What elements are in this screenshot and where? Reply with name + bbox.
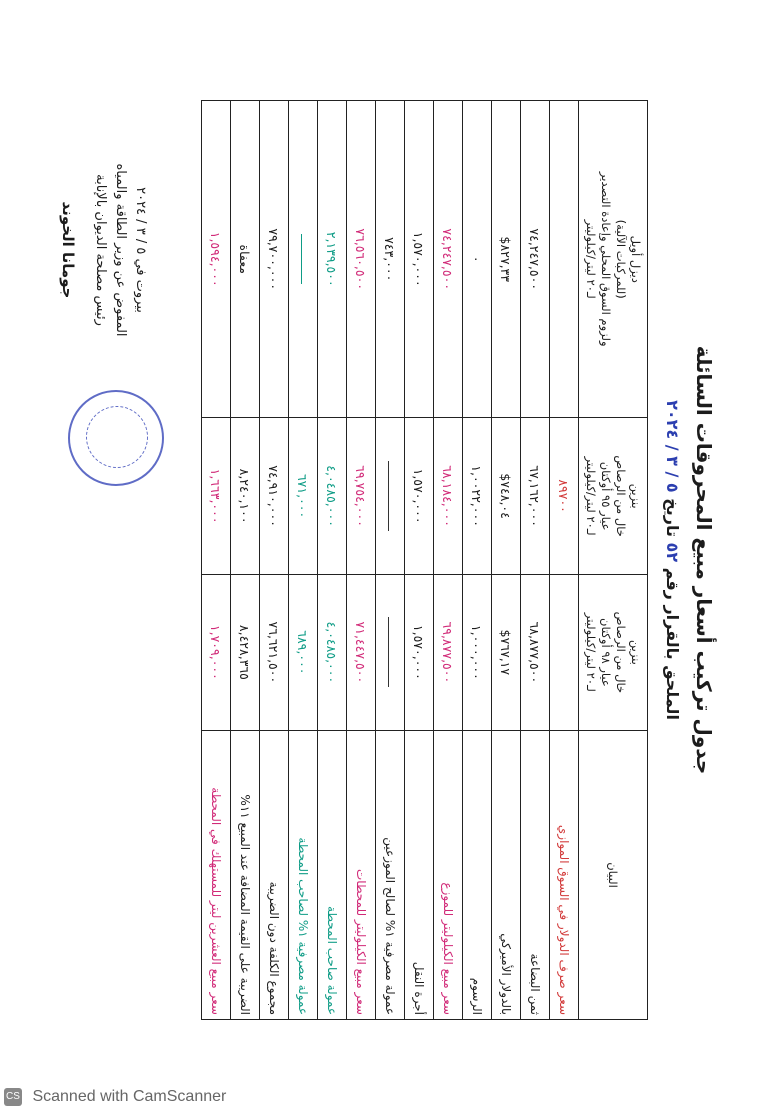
table-cell: ١,٥٧٠,٠٠٠: [405, 101, 434, 418]
table-cell: ٦٩,٧٥٤,٠٠٠: [347, 418, 376, 574]
signature-line-2: رئيس مصلحة الديوان بالإنابة: [93, 174, 108, 326]
official-seal: [68, 390, 164, 486]
table-row: [318, 101, 347, 1020]
decision-number: ٥٢: [663, 542, 682, 563]
table-row: [202, 101, 231, 1020]
row-label: ثمن البضاعة: [521, 731, 550, 1020]
table-cell: ٨٢٧,٣٣$: [492, 101, 521, 418]
table-cell: ٠: [463, 101, 492, 418]
table-cell: معفاة: [231, 101, 260, 418]
scanner-text: Scanned with CamScanner: [32, 1088, 227, 1106]
subtitle-prefix: الملحق بالقرار رقم: [663, 567, 682, 720]
row-label: الضريبة على القيمة المضافة عند المبيع ١١%: [231, 731, 260, 1020]
table-cell: ١,٥٧٠,٠٠٠: [405, 574, 434, 730]
row-label: مجموع الكلفة دون الضريبة: [260, 731, 289, 1020]
row-label: عمولة مصرفية ١% لصالح الموزعين: [376, 731, 405, 1020]
table-cell: ٨,٢٤٠,١٠٠: [231, 418, 260, 574]
table-cell: ٧٦٧,١٧$: [492, 574, 521, 730]
table-cell: ١,٠٠٠,٠٠٠: [463, 574, 492, 730]
scanner-watermark: [4, 1088, 226, 1106]
signatory-name: جومانا الخوند: [59, 201, 77, 299]
table-cell: ٧٤,٢٤٧,٥٠٠: [434, 101, 463, 418]
column-header: بنزين خال من الرصاص عيار ٩٥ أوكتان لـ٢٠ ليتر/كيلوليتر: [579, 418, 648, 574]
table-cell: [289, 101, 318, 418]
table-cell: ٧٤٨,٠٤$: [492, 418, 521, 574]
table-cell: ٧٩,٧٠٠,٠٠٠: [260, 101, 289, 418]
table-cell: [550, 574, 579, 730]
table-cell: ٨٩٧٠٠: [550, 418, 579, 574]
row-label: سعر صرف الدولار في السوق الموازي: [550, 731, 579, 1020]
table-cell: ١,٥٧٠,٠٠٠: [405, 418, 434, 574]
signature-place-date: بيروت في ٥ / ٣ / ٢٠٢٤: [133, 187, 148, 313]
fuel-price-table: [201, 100, 648, 1020]
table-body: [202, 101, 579, 1020]
signature-block: [58, 100, 150, 400]
row-label: الرسوم: [463, 731, 492, 1020]
row-label: سعر مبيع العشرين ليتر للمستهلك في المحطة: [202, 731, 231, 1020]
column-header: بنزين خال من الرصاص عيار ٩٨ أوكتان لـ٢٠ ليتر/كيلوليتر: [579, 574, 648, 730]
table-cell: ٧٦,٦٢١,٥٠٠: [260, 574, 289, 730]
dash-line: [302, 234, 303, 284]
table-row: [492, 101, 521, 1020]
row-label: عمولة صاحب المحطة: [318, 731, 347, 1020]
column-header: ديزل أويل (للمركبات الآلية) ولزوم السوق المحلي وإعادة التصدير لـ٢٠ ليتر/كيلوليتر: [579, 101, 648, 418]
table-cell: ٧١,٤٤٧,٥٠٠: [347, 574, 376, 730]
table-row: [347, 101, 376, 1020]
camscanner-icon: CS: [4, 1088, 22, 1106]
page-subtitle: [663, 60, 682, 1060]
table-row: [521, 101, 550, 1020]
row-label: عمولة مصرفية ١% لصاحب المحطة: [289, 731, 318, 1020]
dash-line: [389, 461, 390, 531]
table-cell: ١,٧٠٩,٠٠٠: [202, 574, 231, 730]
table-row: [405, 101, 434, 1020]
table-row: [463, 101, 492, 1020]
table-cell: ٧٤,٩١٠,٠٠٠: [260, 418, 289, 574]
table-cell: ٤,٠٤٨٥,٠٠٠: [318, 418, 347, 574]
table-cell: ١,٠٠٢٢,٠٠٠: [463, 418, 492, 574]
table-row: [231, 101, 260, 1020]
table-cell: ٨,٤٢٨,٣٦٥: [231, 574, 260, 730]
table-cell: ٦٨,٨٧٧,٥٠٠: [521, 574, 550, 730]
table-cell: ٦٧,١٦٢,٠٠٠: [521, 418, 550, 574]
table-cell: ٦٨٩,٠٠٠: [289, 574, 318, 730]
table-cell: ٦٧١,٠٠٠: [289, 418, 318, 574]
table-cell: ١,٥٩٤,٠٠٠: [202, 101, 231, 418]
table-cell: ٤,٠٤٨٥,٠٠٠: [318, 574, 347, 730]
table-row: [434, 101, 463, 1020]
table-cell: ٦٩,٨٧٧,٥٠٠: [434, 574, 463, 730]
table-row: [260, 101, 289, 1020]
row-label: بالدولار الأميركي: [492, 731, 521, 1020]
table-cell: ٧٤٣,٠٠٠: [376, 101, 405, 418]
date-label: تاريخ: [663, 498, 682, 537]
table-row: [550, 101, 579, 1020]
page-title: جدول تركيب أسعار مبيع المحروقات السائلة: [692, 345, 716, 775]
signature-line-1: المفوض عن وزير الطاقة والمياه: [113, 163, 128, 337]
date-value: ٥ / ٣ / ٢٠٢٤: [663, 400, 682, 493]
row-label: أجرة النقل: [405, 731, 434, 1020]
table-cell: [376, 574, 405, 730]
table-cell: ٧٤,٢٤٧,٥٠٠: [521, 101, 550, 418]
table-header-row: [579, 101, 648, 1020]
table-cell: [550, 101, 579, 418]
table-row: [376, 101, 405, 1020]
table-row: [289, 101, 318, 1020]
table-cell: ٦٨,١٨٤,٠٠٠: [434, 418, 463, 574]
rotated-document: [44, 60, 724, 1060]
table-cell: ٢,١٣٩,٥٠٠: [318, 101, 347, 418]
row-label: سعر مبيع الكيلوليتر للمحطات: [347, 731, 376, 1020]
table-cell: ١,٦٦٣,٠٠٠: [202, 418, 231, 574]
table-cell: [376, 418, 405, 574]
column-header: البيان: [579, 731, 648, 1020]
dash-line: [389, 617, 390, 687]
table-cell: ٧٦,٥٦٠,٥٠٠: [347, 101, 376, 418]
row-label: سعر مبيع الكيلوليتر للموزع: [434, 731, 463, 1020]
